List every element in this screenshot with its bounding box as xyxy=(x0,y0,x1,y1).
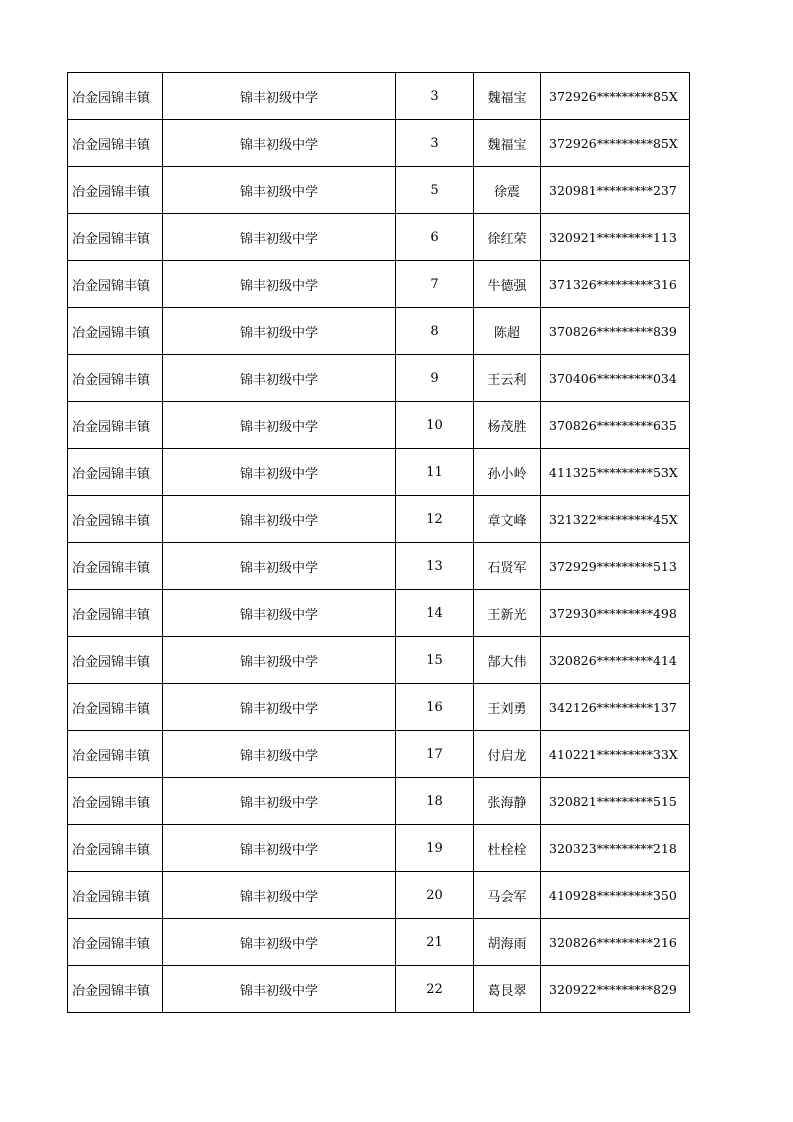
name-cell: 王刘勇 xyxy=(474,684,541,731)
school-cell: 锦丰初级中学 xyxy=(163,684,396,731)
table-row xyxy=(68,825,690,872)
id-number-cell: 372926*********85X xyxy=(541,120,690,167)
id-number-cell: 320921*********113 xyxy=(541,214,690,261)
number-cell: 10 xyxy=(396,402,474,449)
table-row xyxy=(68,120,690,167)
id-number-cell: 320826*********216 xyxy=(541,919,690,966)
name-cell: 付启龙 xyxy=(474,731,541,778)
name-cell: 杜栓栓 xyxy=(474,825,541,872)
school-cell: 锦丰初级中学 xyxy=(163,261,396,308)
id-number-cell: 410928*********350 xyxy=(541,872,690,919)
table-row xyxy=(68,590,690,637)
town-cell: 冶金园锦丰镇 xyxy=(68,308,163,355)
town-cell: 冶金园锦丰镇 xyxy=(68,590,163,637)
table-row xyxy=(68,449,690,496)
number-cell: 15 xyxy=(396,637,474,684)
table-row xyxy=(68,684,690,731)
id-number-cell: 320922*********829 xyxy=(541,966,690,1013)
school-cell: 锦丰初级中学 xyxy=(163,731,396,778)
name-cell: 王云利 xyxy=(474,355,541,402)
id-number-cell: 370406*********034 xyxy=(541,355,690,402)
town-cell: 冶金园锦丰镇 xyxy=(68,167,163,214)
town-cell: 冶金园锦丰镇 xyxy=(68,355,163,402)
school-cell: 锦丰初级中学 xyxy=(163,120,396,167)
number-cell: 8 xyxy=(396,308,474,355)
name-cell: 石贤军 xyxy=(474,543,541,590)
number-cell: 14 xyxy=(396,590,474,637)
table-row xyxy=(68,919,690,966)
table-row xyxy=(68,261,690,308)
school-cell: 锦丰初级中学 xyxy=(163,543,396,590)
id-number-cell: 371326*********316 xyxy=(541,261,690,308)
id-number-cell: 320821*********515 xyxy=(541,778,690,825)
table-row xyxy=(68,308,690,355)
number-cell: 19 xyxy=(396,825,474,872)
number-cell: 7 xyxy=(396,261,474,308)
table-row xyxy=(68,214,690,261)
town-cell: 冶金园锦丰镇 xyxy=(68,966,163,1013)
number-cell: 20 xyxy=(396,872,474,919)
number-cell: 16 xyxy=(396,684,474,731)
number-cell: 18 xyxy=(396,778,474,825)
number-cell: 12 xyxy=(396,496,474,543)
id-number-cell: 372926*********85X xyxy=(541,73,690,120)
number-cell: 11 xyxy=(396,449,474,496)
number-cell: 3 xyxy=(396,120,474,167)
name-cell: 胡海雨 xyxy=(474,919,541,966)
name-cell: 葛艮翠 xyxy=(474,966,541,1013)
id-number-cell: 410221*********33X xyxy=(541,731,690,778)
id-number-cell: 320826*********414 xyxy=(541,637,690,684)
school-cell: 锦丰初级中学 xyxy=(163,825,396,872)
number-cell: 9 xyxy=(396,355,474,402)
name-cell: 章文峰 xyxy=(474,496,541,543)
id-number-cell: 372930*********498 xyxy=(541,590,690,637)
name-cell: 马会军 xyxy=(474,872,541,919)
name-cell: 魏福宝 xyxy=(474,73,541,120)
table-row xyxy=(68,731,690,778)
town-cell: 冶金园锦丰镇 xyxy=(68,214,163,261)
table-row xyxy=(68,402,690,449)
name-cell: 牛德强 xyxy=(474,261,541,308)
school-cell: 锦丰初级中学 xyxy=(163,496,396,543)
town-cell: 冶金园锦丰镇 xyxy=(68,825,163,872)
town-cell: 冶金园锦丰镇 xyxy=(68,543,163,590)
id-number-cell: 320323*********218 xyxy=(541,825,690,872)
table-row xyxy=(68,73,690,120)
town-cell: 冶金园锦丰镇 xyxy=(68,872,163,919)
data-table xyxy=(67,72,690,1013)
id-number-cell: 320981*********237 xyxy=(541,167,690,214)
town-cell: 冶金园锦丰镇 xyxy=(68,120,163,167)
number-cell: 22 xyxy=(396,966,474,1013)
school-cell: 锦丰初级中学 xyxy=(163,966,396,1013)
town-cell: 冶金园锦丰镇 xyxy=(68,261,163,308)
school-cell: 锦丰初级中学 xyxy=(163,308,396,355)
school-cell: 锦丰初级中学 xyxy=(163,778,396,825)
school-cell: 锦丰初级中学 xyxy=(163,449,396,496)
table-row xyxy=(68,966,690,1013)
table-row xyxy=(68,637,690,684)
town-cell: 冶金园锦丰镇 xyxy=(68,684,163,731)
table-row xyxy=(68,778,690,825)
number-cell: 17 xyxy=(396,731,474,778)
name-cell: 陈超 xyxy=(474,308,541,355)
name-cell: 魏福宝 xyxy=(474,120,541,167)
table-row xyxy=(68,355,690,402)
table-row xyxy=(68,543,690,590)
name-cell: 郜大伟 xyxy=(474,637,541,684)
id-number-cell: 411325*********53X xyxy=(541,449,690,496)
id-number-cell: 370826*********635 xyxy=(541,402,690,449)
school-cell: 锦丰初级中学 xyxy=(163,872,396,919)
school-cell: 锦丰初级中学 xyxy=(163,214,396,261)
id-number-cell: 370826*********839 xyxy=(541,308,690,355)
id-number-cell: 372929*********513 xyxy=(541,543,690,590)
name-cell: 张海静 xyxy=(474,778,541,825)
table-row xyxy=(68,167,690,214)
school-cell: 锦丰初级中学 xyxy=(163,637,396,684)
town-cell: 冶金园锦丰镇 xyxy=(68,919,163,966)
town-cell: 冶金园锦丰镇 xyxy=(68,778,163,825)
town-cell: 冶金园锦丰镇 xyxy=(68,731,163,778)
school-cell: 锦丰初级中学 xyxy=(163,355,396,402)
table-row xyxy=(68,872,690,919)
name-cell: 杨茂胜 xyxy=(474,402,541,449)
school-cell: 锦丰初级中学 xyxy=(163,590,396,637)
town-cell: 冶金园锦丰镇 xyxy=(68,637,163,684)
number-cell: 6 xyxy=(396,214,474,261)
table-body xyxy=(68,73,690,1013)
school-cell: 锦丰初级中学 xyxy=(163,73,396,120)
number-cell: 5 xyxy=(396,167,474,214)
school-cell: 锦丰初级中学 xyxy=(163,167,396,214)
id-number-cell: 342126*********137 xyxy=(541,684,690,731)
name-cell: 王新光 xyxy=(474,590,541,637)
town-cell: 冶金园锦丰镇 xyxy=(68,402,163,449)
id-number-cell: 321322*********45X xyxy=(541,496,690,543)
school-cell: 锦丰初级中学 xyxy=(163,919,396,966)
town-cell: 冶金园锦丰镇 xyxy=(68,449,163,496)
number-cell: 3 xyxy=(396,73,474,120)
table-row xyxy=(68,496,690,543)
name-cell: 徐震 xyxy=(474,167,541,214)
town-cell: 冶金园锦丰镇 xyxy=(68,73,163,120)
name-cell: 孙小岭 xyxy=(474,449,541,496)
number-cell: 21 xyxy=(396,919,474,966)
school-cell: 锦丰初级中学 xyxy=(163,402,396,449)
name-cell: 徐红荣 xyxy=(474,214,541,261)
number-cell: 13 xyxy=(396,543,474,590)
town-cell: 冶金园锦丰镇 xyxy=(68,496,163,543)
